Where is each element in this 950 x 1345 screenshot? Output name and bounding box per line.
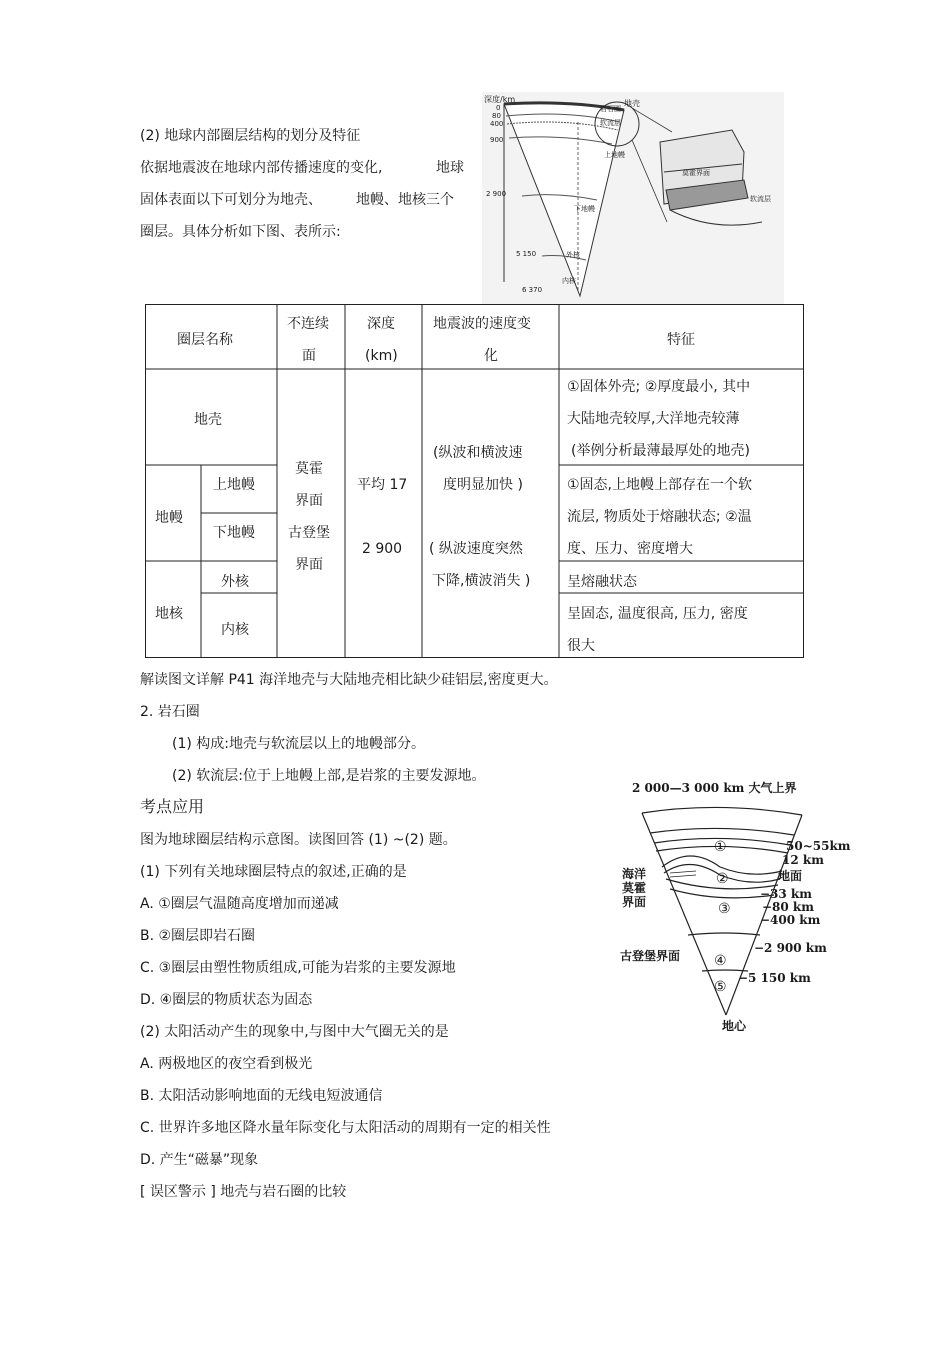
section-2-title: 2. 岩石圈 <box>140 704 200 720</box>
atmosphere-top-label: 2 000—3 000 km 大气上界 <box>632 781 797 795</box>
label-50-55km: 50~55km <box>786 839 851 853</box>
intro-line-2b: 地幔、地核三个 <box>356 192 454 208</box>
intro-line-3: 圈层。具体分析如下图、表所示: <box>140 224 341 240</box>
header-feature: 特征 <box>667 332 695 348</box>
depth-gutenberg: 2 900 <box>362 541 403 557</box>
earth-layers-table <box>145 304 804 658</box>
depth-400: 400 <box>490 120 504 128</box>
label-33km: −33 km <box>760 887 812 901</box>
earth-interior-figure <box>482 92 784 304</box>
speed-gutenberg-2: 下降,横波消失 ) <box>432 573 531 589</box>
intro-line-2a: 固体表面以下可划分为地壳、 <box>140 192 322 208</box>
outer-core-label: 外核 <box>566 251 580 259</box>
earth-sphere-figure <box>610 775 851 1039</box>
header-name: 圈层名称 <box>177 332 233 348</box>
mantle-feature-2: 流层, 物质处于熔融状态; ②温 <box>567 509 752 525</box>
label-5150km: −5 150 km <box>738 971 811 985</box>
header-boundary-1: 不连续 <box>287 316 329 332</box>
moho-label: 莫霍界面 <box>682 169 710 177</box>
intro-line-1a: 依据地震波在地球内部传播速度的变化, <box>140 160 383 176</box>
layer-5-marker: ⑤ <box>714 979 727 995</box>
section-heading: (2) 地球内部圈层结构的划分及特征 <box>140 128 361 144</box>
kaodian-intro: 图为地球圈层结构示意图。读图回答 (1) ~(2) 题。 <box>140 832 457 848</box>
crust-feature-1: ①固体外壳; ②厚度最小, 其中 <box>567 379 751 395</box>
depth-5150: 5 150 <box>516 250 537 258</box>
gutenberg-label: 古登堡界面 <box>620 949 681 963</box>
lithosphere-label: 岩石圈 <box>600 105 621 113</box>
ocean-label: 海洋 <box>622 867 647 881</box>
moho-label-2: 界面 <box>622 895 647 909</box>
boundary-moho-2: 界面 <box>295 493 323 509</box>
header-depth-2: (km) <box>365 348 398 364</box>
intro-line-1b: 地球 <box>436 160 464 176</box>
q1-option-d: D. ④圈层的物质状态为固态 <box>140 992 313 1008</box>
kaodian-title: 考点应用 <box>140 797 205 816</box>
boundary-gutenberg-1: 古登堡 <box>288 525 330 541</box>
upper-mantle: 上地幔 <box>213 477 255 493</box>
layer-2-marker: ② <box>716 871 729 887</box>
mantle-name: 地幔 <box>155 510 183 526</box>
label-2900km: −2 900 km <box>754 941 827 955</box>
section-2-item-2: (2) 软流层:位于上地幔上部,是岩浆的主要发源地。 <box>172 768 486 784</box>
label-400km: −400 km <box>760 913 821 927</box>
detail-asthenosphere-label: 软流层 <box>750 195 771 203</box>
boundary-gutenberg-2: 界面 <box>295 557 323 573</box>
q1-option-a: A. ①圈层气温随高度增加而递减 <box>140 896 339 912</box>
header-depth-1: 深度 <box>367 316 395 332</box>
asthenosphere-label: 软流层 <box>600 119 621 127</box>
depth-80: 80 <box>492 112 501 120</box>
outer-core-feature: 呈熔融状态 <box>567 574 637 590</box>
boundary-moho-1: 莫霍 <box>295 461 323 477</box>
q1-option-c: C. ③圈层由塑性物质组成,可能为岩浆的主要发源地 <box>140 960 456 976</box>
moho-label-1: 莫霍 <box>622 881 647 895</box>
outer-core: 外核 <box>221 574 249 590</box>
inner-core-feature-2: 很大 <box>567 638 595 654</box>
note-line: 解读图文详解 P41 海洋地壳与大陆地壳相比缺少硅铝层,密度更大。 <box>140 672 558 688</box>
core-name: 地核 <box>155 606 183 622</box>
header-speed-2: 化 <box>484 348 498 364</box>
earth-center-label: 地心 <box>722 1019 747 1033</box>
layer-4-marker: ④ <box>714 953 727 969</box>
upper-mantle-label: 上地幔 <box>604 151 625 159</box>
crust-name: 地壳 <box>194 412 222 428</box>
crust-feature-3: (举例分析最薄最厚处的地壳) <box>571 443 750 459</box>
label-12km: 12 km <box>782 853 824 867</box>
q2-option-b: B. 太阳活动影响地面的无线电短波通信 <box>140 1088 383 1104</box>
speed-moho-1: (纵波和横波速 <box>433 445 523 461</box>
q1-option-b: B. ②圈层即岩石圈 <box>140 928 256 944</box>
crust-label: 地壳 <box>624 99 640 108</box>
question-1: (1) 下列有关地球圈层特点的叙述,正确的是 <box>140 864 407 880</box>
warning-line: [ 误区警示 ] 地壳与岩石圈的比较 <box>140 1184 347 1200</box>
mantle-feature-3: 度、压力、密度增大 <box>567 541 693 557</box>
inner-core-label: 内核 <box>562 277 576 285</box>
label-80km: −80 km <box>762 900 814 914</box>
header-speed-1: 地震波的速度变 <box>433 316 531 332</box>
q2-option-a: A. 两极地区的夜空看到极光 <box>140 1056 313 1072</box>
label-ground: 地面 <box>778 869 803 883</box>
crust-feature-2: 大陆地壳较厚,大洋地壳较薄 <box>567 411 740 427</box>
section-2-item-1: (1) 构成:地壳与软流层以上的地幔部分。 <box>172 736 425 752</box>
depth-0: 0 <box>496 104 501 112</box>
q2-option-d: D. 产生“磁暴”现象 <box>140 1152 259 1168</box>
depth-moho: 平均 17 <box>357 477 408 493</box>
depth-axis-label: 深度/km <box>484 95 516 104</box>
layer-1-marker: ① <box>714 839 727 855</box>
speed-gutenberg-1: ( 纵波速度突然 <box>429 541 523 557</box>
q2-option-c: C. 世界许多地区降水量年际变化与太阳活动的周期有一定的相关性 <box>140 1120 551 1136</box>
header-boundary-2: 面 <box>302 348 316 364</box>
depth-900: 900 <box>490 136 504 144</box>
inner-core: 内核 <box>221 622 249 638</box>
depth-2900: 2 900 <box>486 190 507 198</box>
layer-3-marker: ③ <box>718 901 731 917</box>
inner-core-feature-1: 呈固态, 温度很高, 压力, 密度 <box>567 606 748 622</box>
question-2: (2) 太阳活动产生的现象中,与图中大气圈无关的是 <box>140 1024 449 1040</box>
depth-6370: 6 370 <box>522 286 543 294</box>
mantle-feature-1: ①固态,上地幔上部存在一个软 <box>567 477 753 493</box>
lower-mantle: 下地幔 <box>213 525 255 541</box>
speed-moho-2: 度明显加快 ) <box>443 477 523 493</box>
lower-mantle-label: 下地幔 <box>574 205 595 213</box>
